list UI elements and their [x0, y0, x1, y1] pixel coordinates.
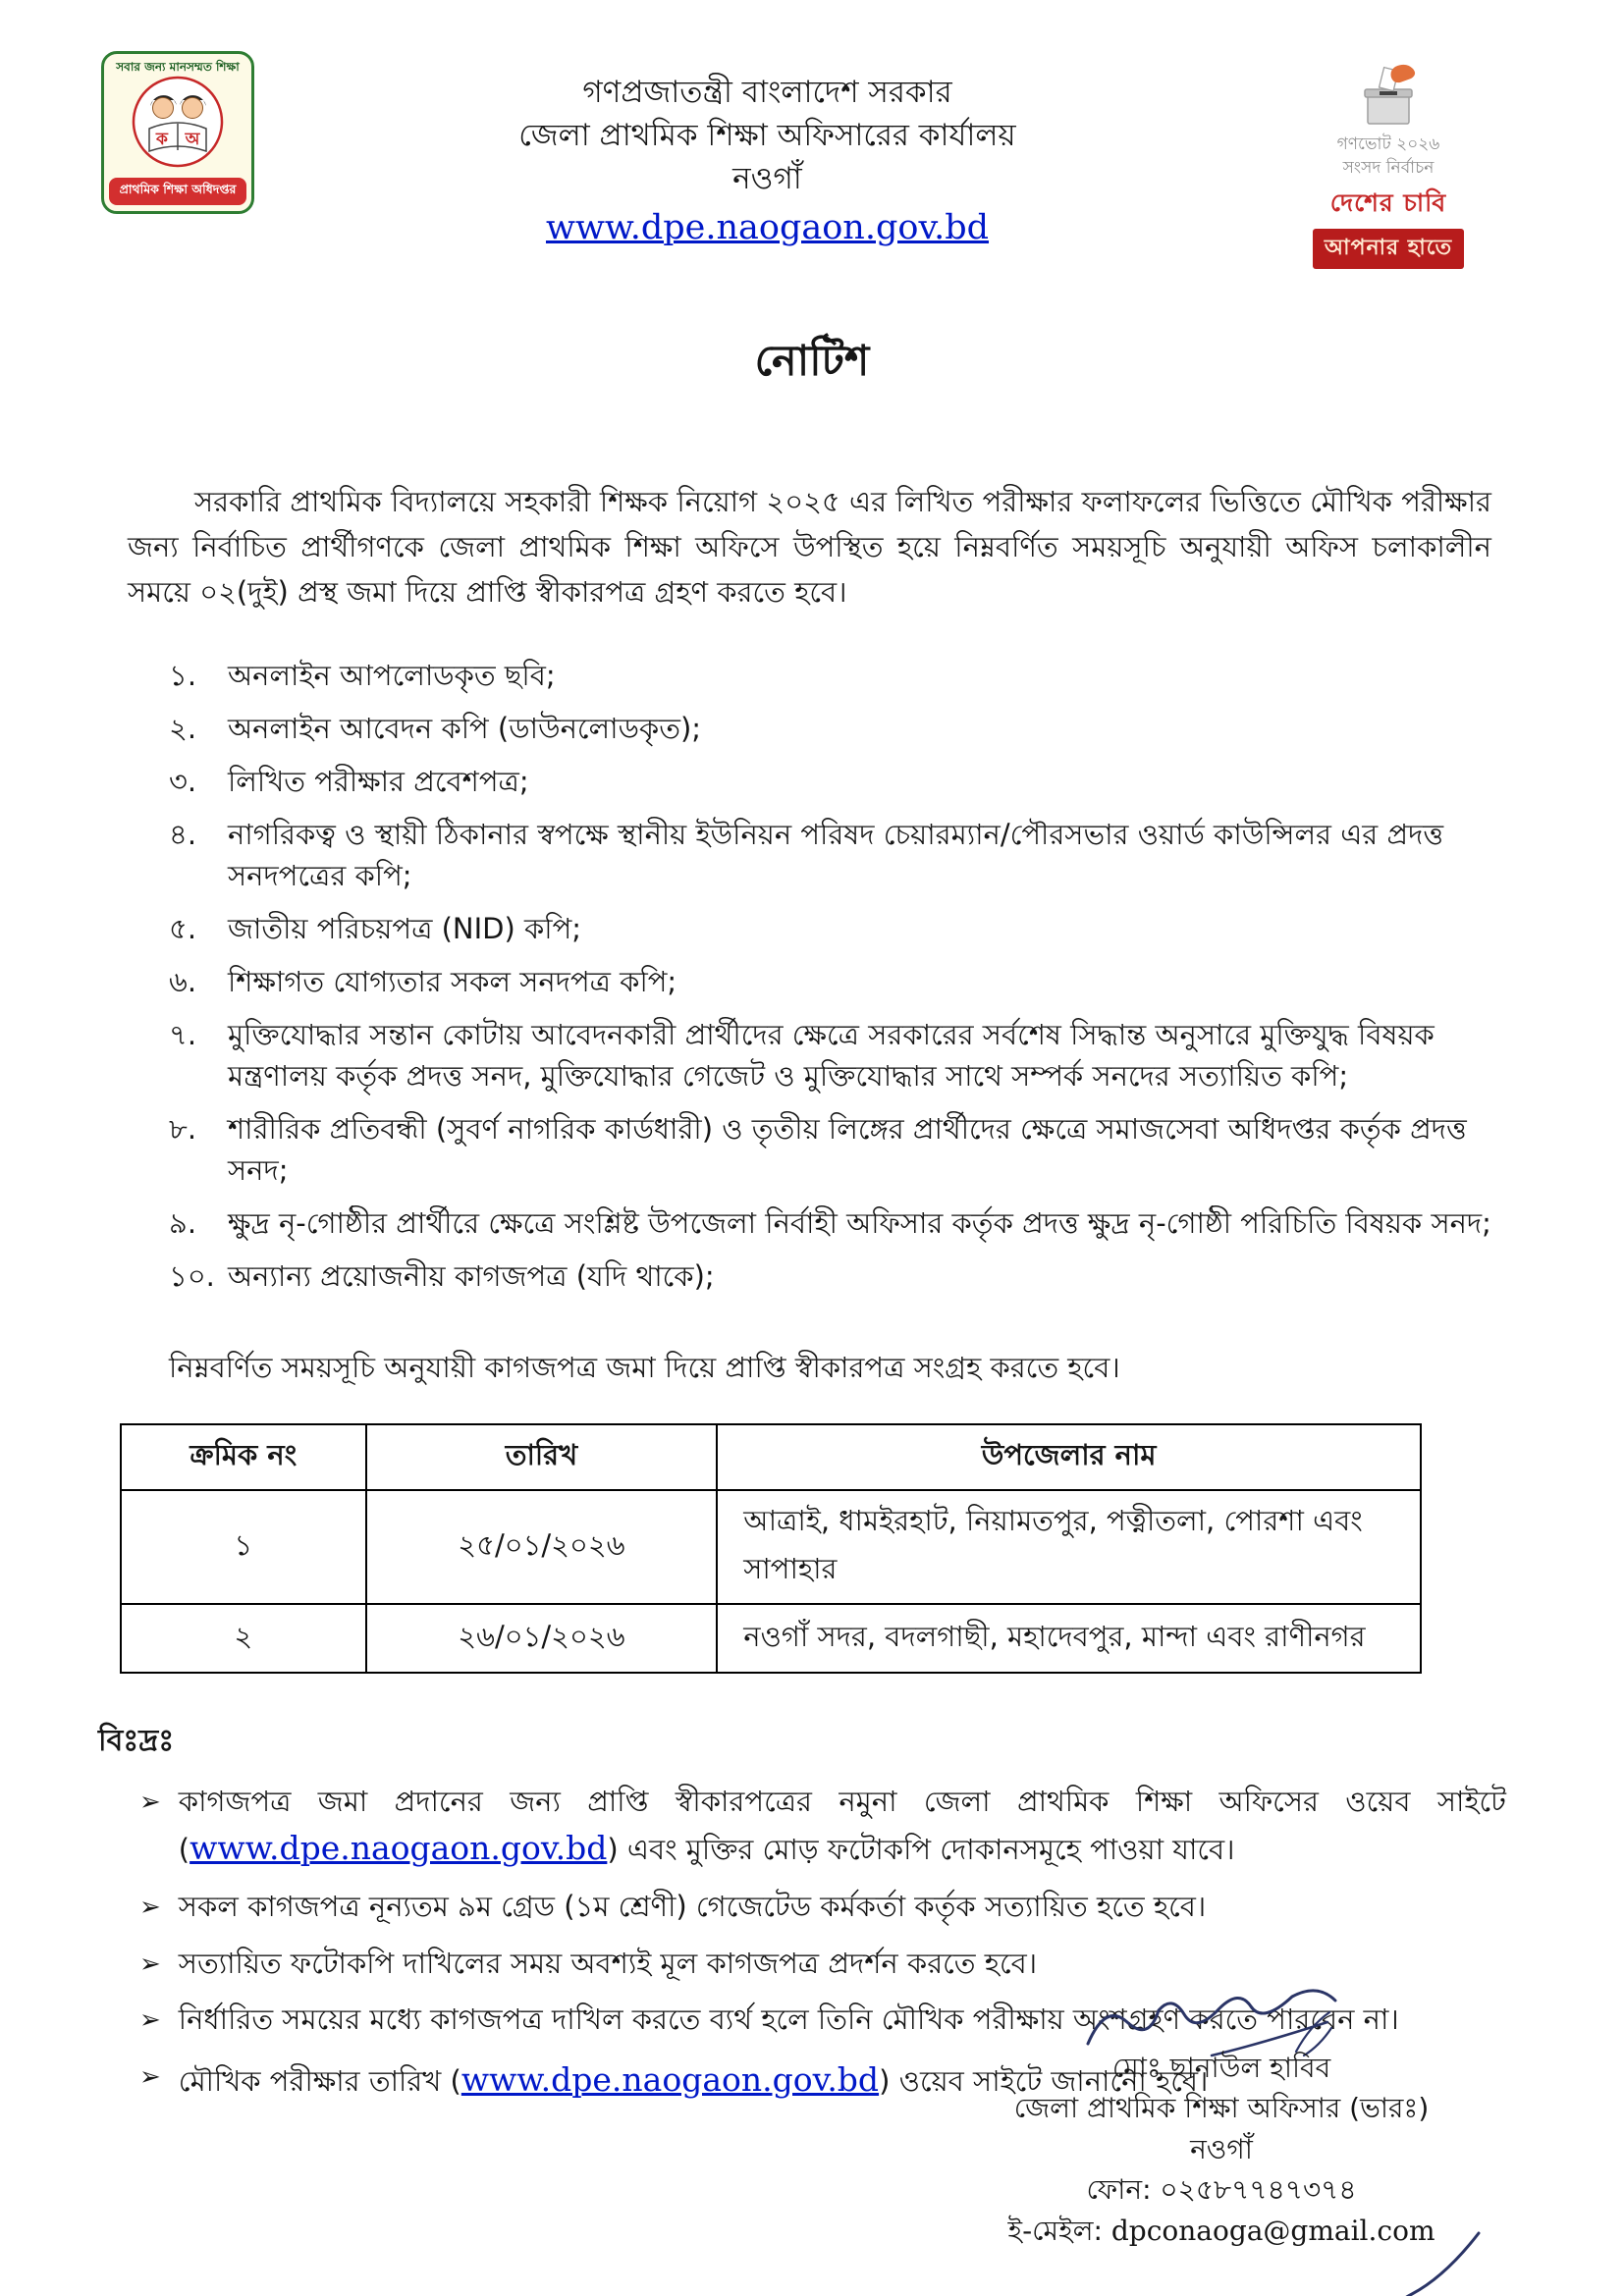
office-line: জেলা প্রাথমিক শিক্ষা অফিসারের কার্যালয়: [518, 118, 1016, 154]
header-serial: ক্রমিক নং: [121, 1424, 366, 1490]
list-item: [169, 761, 1508, 802]
note-text: সকল কাগজপত্র নূন্যতম ৯ম গ্রেড (১ম শ্রেণী) গেজেটেড কর্মকর্তা কর্তৃক সত্যায়িত হতে হবে।: [178, 1890, 1207, 1924]
list-item-number: ৪.: [169, 817, 197, 851]
schedule-intro: নিম্নবর্ণিত সময়সূচি অনুযায়ী কাগজপত্র জমা দিয়ে প্রাপ্তি স্বীকারপত্র সংগ্রহ করতে হবে।: [169, 1351, 1120, 1385]
note-text-post: ) এবং মুক্তির মোড় ফটোকপি দোকানসমূহে পাওয়া যাবে।: [607, 1832, 1235, 1866]
list-item: [169, 961, 1508, 1002]
slogan-line-2: আপনার হাতে: [1313, 229, 1464, 269]
document-header: [0, 0, 1624, 269]
list-item-text: অনলাইন আবেদন কপি (ডাউনলোডকৃত);: [228, 711, 702, 745]
note-text: সত্যায়িত ফটোকপি দাখিলের সময় অবশ্যই মূল কাগজপত্র প্রদর্শন করতে হবে।: [178, 1946, 1038, 1980]
intro-paragraph: সরকারি প্রাথমিক বিদ্যালয়ে সহকারী শিক্ষক নিয়োগ ২০২৫ এর লিখিত পরীক্ষার ফলাফলের ভিত্তিতে মৌখিক পরীক্ষার জন্য নির্বাচিত প্রার্থীগণকে জেলা প্রাথমিক শিক্ষা অফিসে উপস্থিত হয়ে নিম্নবর্ণিত সময়সূচি অনুযায়ী অফিস চলাকালীন সময়ে ০২(দুই) প্রস্থ জমা দিয়ে প্রাপ্তি স্বীকারপত্র গ্রহণ করতে হবে।: [128, 485, 1491, 609]
website-link[interactable]: www.dpe.naogaon.gov.bd: [189, 1828, 608, 1867]
list-item: [169, 1202, 1508, 1244]
list-item-text: লিখিত পরীক্ষার প্রবেশপত্র;: [228, 764, 529, 798]
dpe-emblem-letter-ka: ক: [156, 129, 168, 149]
list-item-text: মুক্তিযোদ্ধার সন্তান কোটায় আবেদনকারী প্রার্থীদের ক্ষেত্রে সরকারের সর্বশেষ সিদ্ধান্ত অনুসারে মুক্তিযুদ্ধ বিষয়ক মন্ত্রণালয় কর্তৃক প্রদত্ত সনদ, মুক্তিযোদ্ধার গেজেট ও মুক্তিযোদ্ধার সাথে সম্পর্ক সনদের সত্যায়িত কপি;: [228, 1017, 1435, 1093]
notes-label: বিঃদ্রঃ: [98, 1724, 175, 1759]
list-item-text: নাগরিকত্ব ও স্থায়ী ঠিকানার স্বপক্ষে স্থানীয় ইউনিয়ন পরিষদ চেয়ারম্যান/পৌরসভার ওয়ার্ড কাউন্সিলর এর প্রদত্ত সনদপত্রের কপি;: [228, 817, 1444, 892]
arrow-bullet-icon: ➢: [139, 1893, 161, 1923]
list-item: [169, 655, 1508, 696]
dpe-logo-arc-text: সবার জন্য মানসম্মত শিক্ষা: [116, 60, 240, 74]
email-address: dpconaoga@gmail.com: [1110, 2214, 1435, 2247]
election-logo: [1280, 51, 1496, 269]
signatory-designation: জেলা প্রাথমিক শিক্ষা অফিসার (ভারঃ): [1013, 2092, 1430, 2125]
signatory-district: নওগাঁ: [1190, 2132, 1253, 2165]
table-row: [121, 1490, 1421, 1604]
list-item: [169, 1108, 1508, 1191]
note-text: [179, 1781, 1506, 1872]
schedule-table: [120, 1423, 1422, 1674]
required-documents-list: [169, 655, 1508, 1298]
email-label: ই-মেইল:: [1007, 2214, 1103, 2247]
note-item: [139, 1943, 1506, 1986]
district-line: নওগাঁ: [732, 161, 802, 197]
list-item-text: অনলাইন আপলোডকৃত ছবি;: [228, 658, 556, 692]
arrow-bullet-icon: ➢: [139, 1949, 161, 1979]
list-item-text: অন্যান্য প্রয়োজনীয় কাগজপত্র (যদি থাকে);: [228, 1259, 715, 1294]
list-item-text: শারীরিক প্রতিবন্ধী (সুবর্ণ নাগরিক কার্ডধারী) ও তৃতীয় লিঙ্গের প্রার্থীদের ক্ষেত্রে সমাজসেবা অধিদপ্তর কর্তৃক প্রদত্ত সনদ;: [228, 1112, 1467, 1188]
list-item: [169, 1255, 1508, 1297]
government-line: গণপ্রজাতন্ত্রী বাংলাদেশ সরকার: [582, 75, 952, 110]
arrow-bullet-icon: ➢: [139, 2005, 161, 2036]
handwritten-initials: [1339, 2219, 1506, 2296]
list-item: [169, 1014, 1508, 1096]
list-item-text: জাতীয় পরিচয়পত্র (NID) কপি;: [228, 911, 582, 945]
arrow-bullet-icon: ➢: [139, 1788, 161, 1818]
list-item: [169, 814, 1508, 896]
arrow-bullet-icon: ➢: [139, 2061, 161, 2092]
list-item-text: শিক্ষাগত যোগ্যতার সকল সনদপত্র কপি;: [228, 964, 677, 998]
signature-block: [966, 1983, 1477, 2251]
list-item-number: ১.: [169, 658, 197, 692]
list-item-number: ৬.: [169, 964, 197, 998]
cell-upazila: নওগাঁ সদর, বদলগাছী, মহাদেবপুর, মান্দা এবং রাণীনগর: [717, 1604, 1421, 1673]
note-item: [139, 1886, 1506, 1929]
cell-serial: ২: [121, 1604, 366, 1673]
slogan-line-1: দেশের চাবি: [1329, 188, 1447, 218]
note-item: [139, 1781, 1506, 1872]
referendum-line: গণভোট ২০২৬: [1336, 134, 1440, 154]
ballot-box-icon: [1349, 63, 1428, 128]
table-header-row: [121, 1424, 1421, 1490]
cell-date: ২৫/০১/২০২৬: [366, 1490, 718, 1604]
list-item-text: ক্ষুদ্র নৃ-গোষ্ঠীর প্রার্থীরে ক্ষেত্রে সংশ্লিষ্ট উপজেলা নির্বাহী অফিসার কর্তৃক প্রদত্ত ক্ষুদ্র নৃ-গোষ্ঠী পরিচিতি বিষয়ক সনদ;: [228, 1206, 1491, 1241]
list-item: [169, 908, 1508, 949]
dpe-logo: [101, 51, 254, 214]
note-text-pre: মৌখিক পরীক্ষার তারিখ (: [178, 2063, 461, 2098]
list-item: [169, 708, 1508, 749]
website-link[interactable]: www.dpe.naogaon.gov.bd: [545, 208, 990, 248]
dpe-logo-banner: প্রাথমিক শিক্ষা অধিদপ্তর: [109, 178, 246, 205]
list-item-number: ৩.: [169, 764, 197, 798]
signatory-phone: ফোন: ০২৫৮৭৭৪৭৩৭৪: [1086, 2173, 1357, 2207]
list-item-number: ৮.: [169, 1112, 197, 1147]
cell-date: ২৬/০১/২০২৬: [366, 1604, 718, 1673]
note-text-pre: কাগজপত্র জমা প্রদানের জন্য প্রাপ্তি স্বীকারপত্রের নমুনা জেলা প্রাথমিক শিক্ষা অফিসের ওয়েব সাইটে (: [178, 1785, 1506, 1866]
header-date: তারিখ: [366, 1424, 718, 1490]
cell-serial: ১: [121, 1490, 366, 1604]
cell-upazila: আত্রাই, ধামইরহাট, নিয়ামতপুর, পত্নীতলা, পোরশা এবং সাপাহার: [717, 1490, 1421, 1604]
dpe-emblem-icon: [130, 75, 226, 169]
table-row: [121, 1604, 1421, 1673]
note-text-post: ) ওয়েব সাইটে জানানো হবে।: [879, 2063, 1209, 2098]
election-line: সংসদ নির্বাচন: [1342, 158, 1435, 179]
list-item-number: ২.: [169, 711, 197, 745]
list-item-number: ৯.: [169, 1206, 197, 1241]
list-item-number: ১০.: [169, 1259, 215, 1294]
list-item-number: ৭.: [169, 1017, 197, 1051]
office-identity: [254, 51, 1280, 247]
dpe-emblem-letter-a: অ: [185, 129, 200, 149]
header-upazila: উপজেলার নাম: [717, 1424, 1421, 1490]
note-text: নির্ধারিত সময়ের মধ্যে কাগজপত্র দাখিল করতে ব্যর্থ হলে তিনি মৌখিক পরীক্ষায় অংশগ্রহণ করতে পারবেন না।: [178, 2002, 1399, 2037]
signatory-name: মোঃ ছানাউল হাবিব: [1111, 2052, 1331, 2084]
page-title: নোটিশ: [754, 337, 870, 387]
website-link[interactable]: www.dpe.naogaon.gov.bd: [460, 2059, 880, 2099]
list-item-number: ৫.: [169, 911, 197, 945]
